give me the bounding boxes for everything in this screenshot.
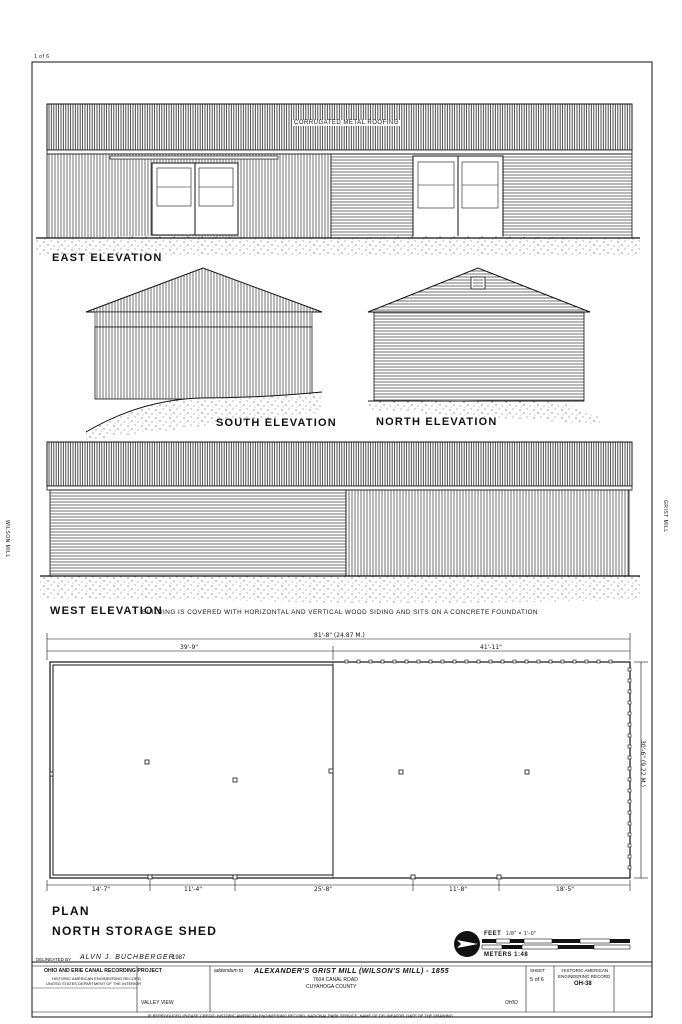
sheet-number: 5 of 6 bbox=[530, 977, 544, 983]
location: VALLEY VIEW bbox=[141, 1000, 174, 1006]
plan-outline bbox=[50, 662, 630, 878]
project-agency: HISTORIC AMERICAN ENGINEERING RECORD bbox=[52, 976, 141, 981]
east-elevation-drawing bbox=[36, 104, 640, 256]
plan-top-post bbox=[609, 660, 612, 663]
plan-top-post bbox=[537, 660, 540, 663]
plan-top-post bbox=[381, 660, 384, 663]
plan-building-name: NORTH STORAGE SHED bbox=[52, 924, 218, 938]
county: CUYAHOGA COUNTY bbox=[306, 984, 357, 990]
plan-top-post bbox=[345, 660, 348, 663]
plan-side-post bbox=[628, 723, 631, 726]
north-wall bbox=[374, 312, 584, 401]
plan-top-post bbox=[501, 660, 504, 663]
plan-top-post bbox=[573, 660, 576, 663]
north-arrow-and-scale bbox=[454, 931, 630, 957]
plan-top-post bbox=[429, 660, 432, 663]
plan-side-post bbox=[628, 778, 631, 781]
project-name: OHIO AND ERIE CANAL RECORDING PROJECT bbox=[44, 968, 162, 974]
plan-side-post bbox=[628, 734, 631, 737]
plan-top-post bbox=[597, 660, 600, 663]
plan-title: PLAN bbox=[52, 904, 90, 918]
structure-name: ALEXANDER'S GRIST MILL (WILSON'S MILL) - 1855 bbox=[254, 966, 449, 975]
north-elevation-drawing bbox=[368, 268, 600, 424]
delineated-by-label: DELINEATED BY bbox=[36, 957, 72, 962]
side-dimension: 30'-6" (9.22 M.) bbox=[639, 740, 646, 787]
plan-side-post bbox=[628, 767, 631, 770]
delineator-name: ALVN J. BUCHBERGER bbox=[80, 954, 175, 961]
state: OHIO bbox=[505, 1000, 518, 1006]
bottom-dimension: 11'-8" bbox=[449, 886, 468, 893]
plan-side-post bbox=[628, 855, 631, 858]
side-label-left: WILSON MILL bbox=[4, 520, 10, 558]
plan-top-post bbox=[549, 660, 552, 663]
bottom-dimension: 11'-4" bbox=[184, 886, 203, 893]
north-gable bbox=[368, 268, 590, 312]
west-roof bbox=[47, 442, 632, 486]
plan-side-post bbox=[628, 701, 631, 704]
plan-top-post bbox=[441, 660, 444, 663]
plan-side-post bbox=[628, 800, 631, 803]
plan-side-post bbox=[628, 668, 631, 671]
scale-feet-label: FEET bbox=[484, 931, 502, 937]
plan-top-post bbox=[513, 660, 516, 663]
plan-top-post bbox=[369, 660, 372, 663]
plan-top-post bbox=[525, 660, 528, 663]
record-number: OH-38 bbox=[574, 981, 592, 987]
address: 7604 CANAL ROAD bbox=[313, 977, 358, 983]
west-wall-vertical-siding bbox=[346, 490, 629, 576]
south-gable bbox=[86, 268, 322, 312]
plan-side-post bbox=[628, 690, 631, 693]
south-elevation-title: SOUTH ELEVATION bbox=[216, 417, 337, 429]
agency-line1: HISTORIC AMERICAN bbox=[562, 968, 609, 973]
plan-top-post bbox=[405, 660, 408, 663]
plan-side-post bbox=[628, 844, 631, 847]
bottom-dimension: 14'-7" bbox=[92, 886, 111, 893]
plan-top-post bbox=[585, 660, 588, 663]
plan-side-post bbox=[628, 679, 631, 682]
dimension-right: 41'-11" bbox=[480, 644, 502, 651]
bottom-dimension: 18'-5" bbox=[556, 886, 575, 893]
corner-mark: 1 of 6 bbox=[34, 54, 50, 60]
scale-fraction: 1/8" = 1'-0" bbox=[506, 931, 537, 937]
agency-line2: ENGINEERING RECORD bbox=[558, 974, 611, 979]
drawing-year: 1987 bbox=[172, 955, 186, 961]
side-label-right: GRIST MILL bbox=[662, 500, 668, 533]
east-roof bbox=[47, 104, 632, 150]
addendum-label: addendum to bbox=[214, 968, 244, 974]
plan-top-post bbox=[417, 660, 420, 663]
dimension-left: 39'-9" bbox=[180, 644, 199, 651]
west-elevation-title: WEST ELEVATION bbox=[50, 605, 163, 617]
plan-side-post bbox=[628, 822, 631, 825]
plan-side-post bbox=[628, 866, 631, 869]
plan-drawing bbox=[47, 633, 648, 891]
west-elevation-note: BUILDING IS COVERED WITH HORIZONTAL AND VERTICAL WOOD SIDING AND SITS ON A CONCRETE FOUNDATION bbox=[142, 609, 539, 616]
sheet-label: SHEET bbox=[530, 968, 546, 973]
plan-side-post bbox=[628, 789, 631, 792]
plan-top-post bbox=[465, 660, 468, 663]
plan-top-post bbox=[477, 660, 480, 663]
plan-top-post bbox=[393, 660, 396, 663]
south-elevation-drawing bbox=[86, 268, 322, 440]
west-ground bbox=[40, 576, 640, 604]
project-department: UNITED STATES DEPARTMENT OF THE INTERIOR bbox=[46, 981, 142, 986]
north-elevation-title: NORTH ELEVATION bbox=[376, 416, 498, 428]
scale-meters-label: METERS 1:48 bbox=[484, 952, 529, 958]
plan-top-post bbox=[489, 660, 492, 663]
plan-side-post bbox=[628, 745, 631, 748]
plan-top-post bbox=[357, 660, 360, 663]
overall-dimension: 81'-8" (24.87 M.) bbox=[314, 632, 365, 639]
west-wall-horizontal-siding bbox=[50, 490, 346, 576]
plan-side-post bbox=[628, 712, 631, 715]
south-wall bbox=[95, 327, 312, 399]
credit-line: IF REPRODUCED, PLEASE CREDIT: HISTORIC AMERICAN ENGINEERING RECORD, NATIONAL PARK SERVICE, NAME OF DELINEATOR, DATE OF THE DRAWING bbox=[148, 1013, 453, 1018]
plan-side-post bbox=[628, 811, 631, 814]
roof-note: CORRUGATED METAL ROOFING bbox=[294, 120, 399, 126]
west-elevation-drawing bbox=[40, 442, 640, 604]
east-elevation-title: EAST ELEVATION bbox=[52, 252, 163, 264]
plan-side-post bbox=[628, 756, 631, 759]
plan-top-post bbox=[561, 660, 564, 663]
plan-top-post bbox=[453, 660, 456, 663]
bottom-dimension: 25'-8" bbox=[314, 886, 333, 893]
plan-side-post bbox=[628, 833, 631, 836]
